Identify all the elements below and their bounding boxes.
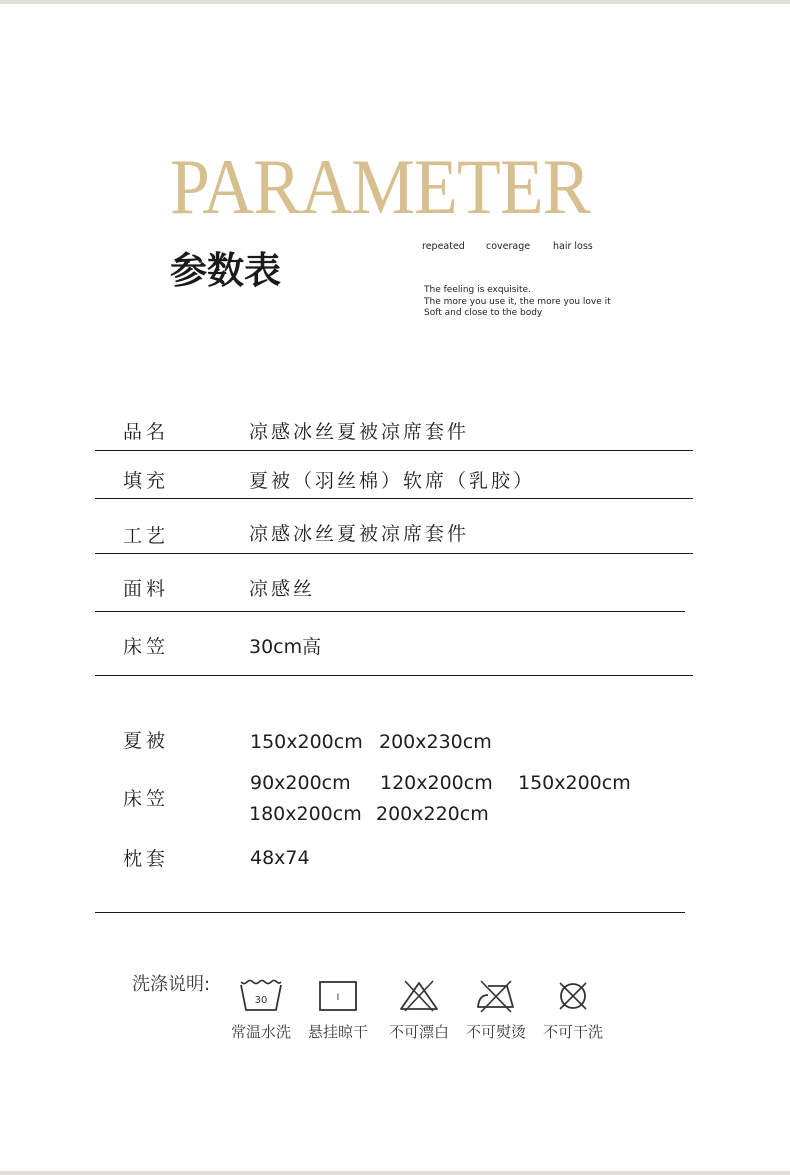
care-item-no-iron: [456, 978, 536, 1042]
tagline: [424, 285, 611, 320]
size-label-quilt: 夏被: [123, 730, 170, 752]
spec-value-fitted-sheet: 30cm高: [249, 636, 322, 658]
care-item-line-dry: [298, 978, 378, 1042]
care-item-no-dry-clean: [533, 978, 613, 1042]
size-value: 150x200cm: [518, 772, 631, 794]
size-value: 90x200cm: [250, 772, 351, 794]
size-value: 180x200cm: [249, 803, 362, 825]
size-value: 200x230cm: [379, 731, 492, 753]
divider: [95, 912, 685, 913]
spec-value-name: 凉感冰丝夏被凉席套件: [249, 421, 470, 443]
tagline-line: The feeling is exquisite.: [424, 285, 531, 295]
no-iron-icon: [473, 978, 519, 1014]
spec-label-fitted-sheet: 床笠: [123, 636, 170, 658]
no-dry-clean-icon: [550, 978, 596, 1014]
tag-repeated: repeated: [422, 241, 465, 252]
size-value: 120x200cm: [380, 772, 493, 794]
care-caption: 不可漂白: [388, 1023, 449, 1041]
dry-mark-text: I: [336, 993, 340, 1003]
bottom-border: [0, 1171, 790, 1175]
tag-coverage: coverage: [486, 241, 531, 252]
spec-value-fabric: 凉感丝: [249, 578, 316, 600]
size-label-fitted-sheet: 床笠: [123, 788, 170, 810]
subtitle: 参数表: [170, 248, 281, 292]
size-value: 200x220cm: [376, 803, 489, 825]
care-caption: 悬挂晾干: [307, 1023, 368, 1041]
spec-label-craft: 工艺: [123, 525, 170, 547]
care-caption: 常温水洗: [230, 1023, 291, 1041]
divider: [95, 553, 693, 554]
divider: [95, 611, 685, 612]
spec-label-fill: 填充: [123, 470, 170, 492]
tagline-line: The more you use it, the more you love it: [424, 296, 611, 307]
headline: PARAMETER: [170, 143, 590, 230]
divider: [95, 498, 693, 499]
spec-value-craft: 凉感冰丝夏被凉席套件: [249, 523, 470, 545]
line-dry-icon: [315, 978, 361, 1014]
wash-30-icon: [238, 978, 284, 1014]
care-label: 洗涤说明:: [132, 974, 211, 995]
wash-temp-text: 30: [254, 995, 268, 1006]
size-value: 150x200cm: [250, 731, 363, 753]
spec-label-fabric: 面料: [123, 578, 170, 600]
size-label-pillowcase: 枕套: [123, 848, 170, 870]
tagline-line: Soft and close to the body: [424, 308, 543, 318]
no-bleach-icon: [396, 978, 442, 1014]
care-item-wash: [221, 978, 301, 1042]
top-border: [0, 0, 790, 4]
divider: [95, 450, 693, 451]
care-item-no-bleach: [379, 978, 459, 1042]
spec-label-name: 品名: [123, 421, 170, 443]
divider: [95, 675, 693, 676]
care-caption: 不可熨烫: [465, 1023, 526, 1041]
care-caption: 不可干洗: [542, 1023, 603, 1041]
size-value: 48x74: [250, 847, 310, 869]
spec-value-fill: 夏被（羽丝棉）软席（乳胶）: [249, 470, 536, 492]
tag-hair-loss: hair loss: [553, 241, 593, 252]
